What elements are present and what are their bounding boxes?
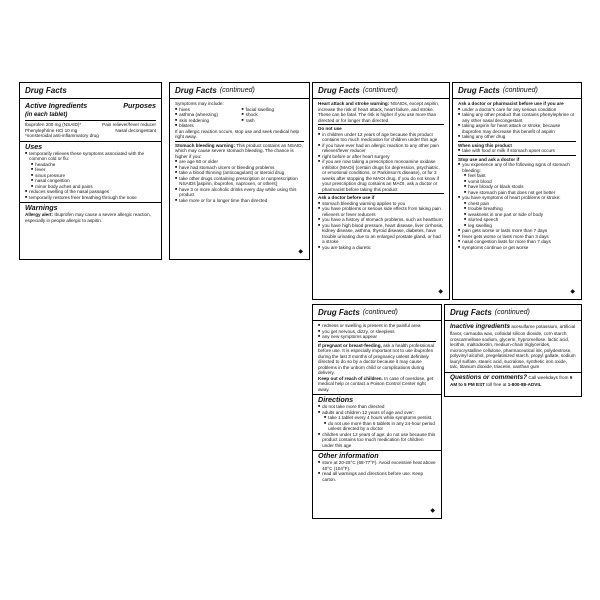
ingredient-row: Ibuprofen 200 mg (NSAID)* Pain reliever/fever reducer <box>25 122 156 127</box>
do-not-use-heading: Do not use <box>318 126 342 131</box>
nsaid-footnote: *nonsteroidal anti-inflammatory drug <box>25 133 99 138</box>
uses-sub-item: ■ headache <box>31 162 156 168</box>
when-using-heading: When using this product <box>458 142 512 148</box>
warnings-heading: Warnings <box>25 203 58 212</box>
panel-title: Drug Facts <box>25 86 67 95</box>
uses-item: ■ temporarily relieves these symptoms associated with the common cold or flu: <box>25 151 156 162</box>
active-heading-row <box>25 101 156 119</box>
continue-arrow-icon: ◆ <box>430 508 435 514</box>
uses-heading: Uses <box>25 141 43 151</box>
panel-header: Drug Facts (continued) <box>453 83 581 99</box>
continue-arrow-icon: ◆ <box>298 249 303 255</box>
drug-facts-panel-1 <box>19 82 162 260</box>
allergy-instruction: If an allergic reaction occurs, stop use and seek medical help right away. <box>175 128 300 139</box>
allergy-alert: Allergy alert: Ibuprofen may cause a severe allergic reaction, especially in people allergic to aspirin. <box>25 212 151 223</box>
uses-sub-item: ■ nasal congestion <box>31 178 156 184</box>
uses-sub-item: ■ sinus pressure <box>31 173 156 179</box>
keep-out-of-reach: Keep out of reach of children. In case of overdose, get medical help or contact a Poison Control Center right away. <box>318 375 434 392</box>
heart-warning: Heart attack and stroke warning: NSAIDs, except aspirin, increase the risk of heart attack, heart failure, and stroke. These can be fatal. The risk is higher if you use more than directed or for longer than directed. <box>318 101 440 123</box>
drug-facts-panel-4: Drug Facts (continued) Ask a doctor or pharmacist before use if you are ■ under a doctor's care for any serious condition ■ taking any other product that contains phenylephrine or any other nasal decongestant ■ taking aspirin for heart attack or stroke, because ibuprofen may decrease this benefit of aspirin ■ taking any other drug When using this product ■ take with food or milk if stomach upset occurs Stop use and ask a doctor if ■ you experience any of the following signs of stomach bleeding: ■ feel faint ■ vomit blood ■ have bloody or black stools ■ have stomach pain that does not get better ■ you have symptoms of heart problems or stroke: ■ chest pain ■ trouble breathing ■ weakness in one part or side of body ■ slurred speech ■ leg swelling ■ pain gets worse or lasts more than 7 days ■ fever gets worse or lasts more than 3 days ■ nasal congestion lasts for more than 7 days ■ symptoms continue or get worse ◆ <box>452 82 582 300</box>
stomach-warning: Stomach bleeding warning: This product contains an NSAID, which may cause severe stomach bleeding. The chance is higher if you: <box>175 142 303 159</box>
questions-comments: Questions or comments? Call weekdays from 9 AM to 5 PM EST toll free at 1-800-88-ADVIL <box>450 373 573 387</box>
panel-header <box>20 83 161 99</box>
stop-use-heading: Stop use and ask a doctor if <box>458 156 520 162</box>
uses-sub-item: ■ fever <box>31 167 156 173</box>
continue-arrow-icon: ◆ <box>438 289 443 295</box>
ask-pharmacist-heading: Ask a doctor or pharmacist before use if you are <box>458 101 564 106</box>
ingredient-row: Phenylephrine HCl 10 mg Nasal decongestant <box>25 127 156 133</box>
active-ingredients-heading: Active Ingredients <box>25 101 88 110</box>
symptoms-list: ■ hives ■ asthma (wheezing) ■ skin reddening ■ blisters ■ facial swelling ■ shock ■ rash <box>175 107 304 129</box>
active-sub-heading: (in each tablet) <box>25 112 68 118</box>
drug-facts-panel-2: Drug Facts (continued) Symptoms may include: ■ hives ■ asthma (wheezing) ■ skin reddening ■ blisters ■ facial swelling ■ shock ■ rash If an allergic reaction occurs, stop use and seek medical help right away. Stomach bleeding warning: This product contains an NSAID, which may cause severe stomach bleeding. The chance is higher if you: ■ are age 60 or older ■ have had stomach ulcers or bleeding problems ■ take a blood thinning (anticoagulant) or steroid drug ■ take other drugs containing prescription or nonprescription NSAIDs [aspirin, ibuprofen, naproxen, or others] ■ have 3 or more alcoholic drinks every day while using this product ■ take more or for a longer time than directed ◆ <box>169 82 310 260</box>
symptoms-intro: Symptoms may include: <box>175 101 224 106</box>
continue-arrow-icon: ◆ <box>570 289 575 295</box>
other-information-heading: Other information <box>318 451 379 460</box>
uses-sub-item: ■ minor body aches and pains <box>31 184 156 190</box>
ask-doctor-heading: Ask a doctor before use if <box>318 195 375 200</box>
panel-header: Drug Facts (continued) <box>313 305 441 321</box>
inactive-ingredients: Inactive ingredients acesulfame potassium, artificial flavor, carnauba wax, colloidal silicon dioxide, corn starch, croscarmellose sodium, glycerin, hypromellose, lactic acid, lecithin, maltodextrin, medium-chain triglycerides, microcrystalline cellulose, pharmaceutical ink, polydextrose, polyvinyl alcohol, pregelatinized starch, propyl gallate, sodium lauryl sulfate, stearic acid, sucralose, synthetic iron oxide, talc, titanium dioxide, triacetin, xanthan gum <box>450 323 576 369</box>
drug-facts-panel-3: Drug Facts (continued) Heart attack and stroke warning: NSAIDs, except aspirin, increase the risk of heart attack, heart failure, and stroke. These can be fatal. The risk is higher if you use more than directed or for longer than directed. Do not use ■ in children under 12 years of age because this product contains too much medication for children under this age ■ if you have ever had an allergic reaction to any other pain reliever/fever reducer ■ right before or after heart surgery ■ if you are now taking a prescription monoamine oxidase inhibitor (MAOI) (certain drugs for depression, psychiatric, or emotional conditions, or Parkinson's disease), or for 2 weeks after stopping the MAOI drug. If you do not know if your prescription drug contains an MAOI, ask a doctor or pharmacist before taking this product Ask a doctor before use if ■ stomach bleeding warning applies to you ■ you have problems or serious side effects from taking pain relievers or fever reducers ■ you have a history of stomach problems, such as heartburn ■ you have high blood pressure, heart disease, liver cirrhosis, kidney disease, asthma, thyroid disease, diabetes, have trouble urinating due to an enlarged prostate gland, or had a stroke ■ you are taking a diuretic ◆ <box>312 82 450 300</box>
panel-header: Drug Facts (continued) <box>445 305 581 321</box>
purposes-heading: Purposes <box>123 101 156 110</box>
uses-item: ■ reduces swelling of the nasal passages <box>25 189 156 195</box>
directions-heading: Directions <box>318 395 354 404</box>
drug-facts-panel-6 <box>444 304 582 397</box>
uses-item: ■ temporarily restores freer breathing through the nose <box>25 195 156 201</box>
pregnancy-warning: If pregnant or breast-feeding, ask a health professional before use. It is especially important not to use ibuprofen during the last 3 months of pregnancy unless definitely directed to do so by a doctor because it may cause problems in the unborn child or complications during delivery. <box>318 342 434 375</box>
drug-facts-panel-5: Drug Facts (continued) ■ redness or swelling is present in the painful area ■ you get nervous, dizzy, or sleepless ■ any new symptoms appear If pregnant or breast-feeding, ask a health professional before use. It is especially important not to use ibuprofen during the last 3 months of pregnancy unless definitely directed to do so by a doctor because it may cause problems in the unborn child or complications during delivery. Keep out of reach of children. In case of overdose, get medical help or contact a Poison Control Center right away. Directions ■ do not take more than directed ■ adults and children 12 years of age and over: ■ take 1 tablet every 4 hours while symptoms persist. ■ do not use more than 6 tablets in any 24-hour period unless directed by a doctor ■ children under 12 years of age: do not use because this product contains too much medication for children under this age Other information ■ store at 20-25°C (68-77°F). Avoid excessive heat above 40°C (104°F). ■ read all warnings and directions before use. Keep carton. ◆ <box>312 304 442 519</box>
panel-header: Drug Facts (continued) <box>313 83 449 99</box>
panel-header: Drug Facts (continued) <box>170 83 309 99</box>
